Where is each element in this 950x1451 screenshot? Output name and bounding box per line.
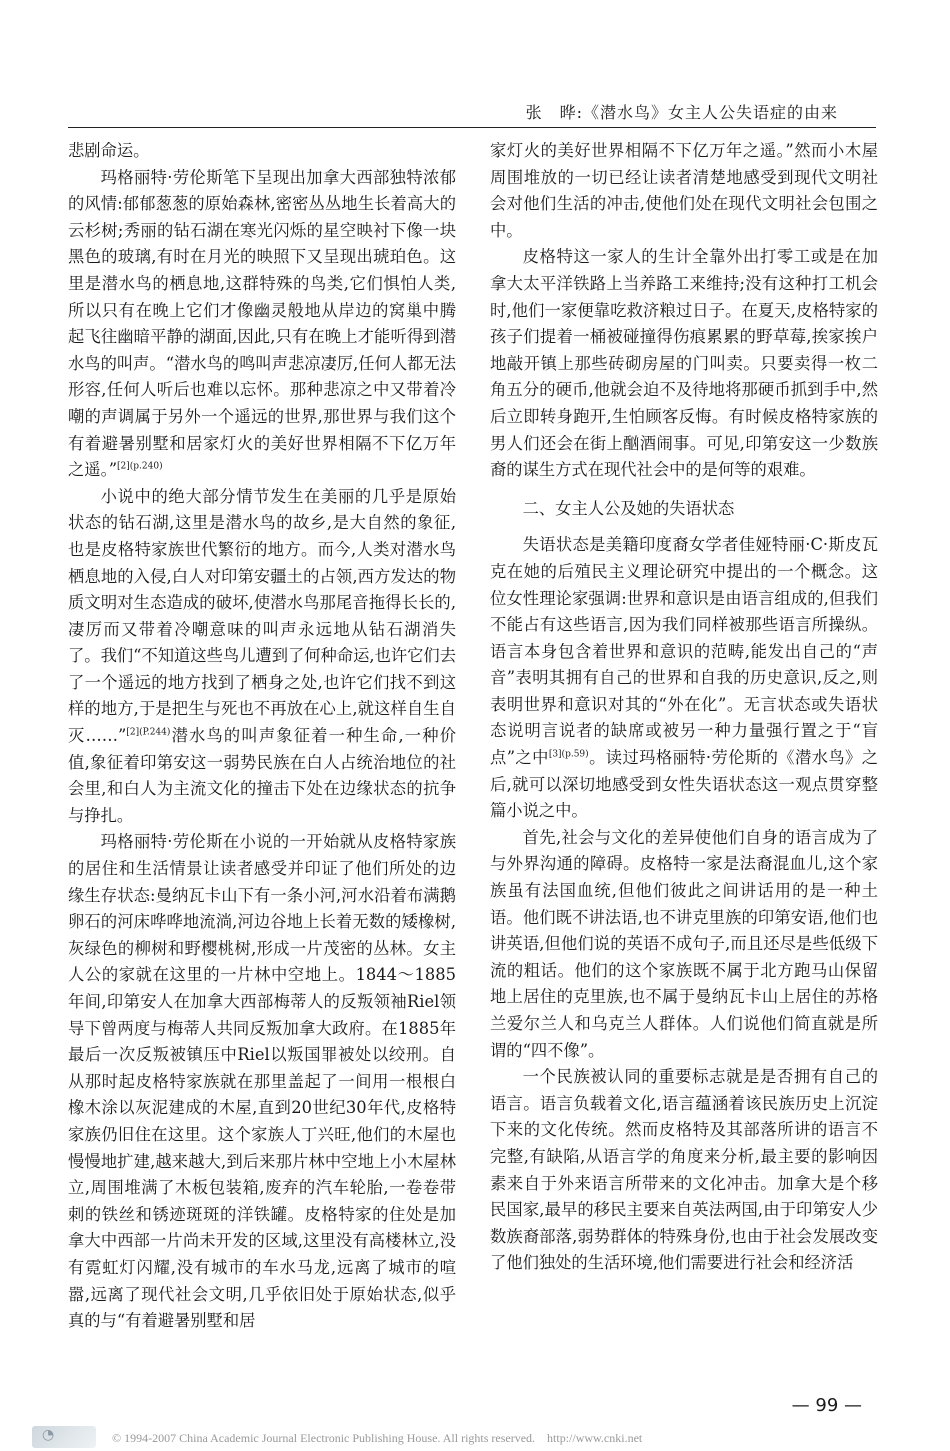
cnki-logo-icon: ◔ — [32, 1426, 96, 1448]
paragraph-text: 玛格丽特·劳伦斯笔下呈现出加拿大西部独特浓郁的风情:郁郁葱葱的原始森林,密密丛丛地生长着高大的云杉树;秀丽的钻石湖在寒光闪烁的星空映衬下像一块黑色的玻璃,有时在月光的映照下又呈现出琥珀色。这里是潜水鸟的栖息地,这群特殊的鸟类,它们惧怕人类,所以只有在晚上它们才像幽灵般地从岸边的窝巢中腾起飞往幽暗平静的湖面,因此,只有在晚上才能听得到潜水鸟的叫声。“潜水鸟的鸣叫声悲凉凄厉,任何人都无法形容,任何人听后也难以忘怀。那种悲凉之中又带着冷嘲的声调属于另外一个遥远的世界,那世界与我们这个有着避暑别墅和居家灯火的美好世界相隔不下亿万年之遥。” — [68, 167, 456, 480]
body-paragraph — [490, 825, 878, 1064]
paragraph-text: 悲剧命运。 — [68, 141, 150, 160]
paragraph-text: 玛格丽特·劳伦斯在小说的一开始就从皮格特家族的居住和生活情景让读者感受并印证了他们所处的边缘生存状态:曼纳瓦卡山下有一条小河,河水沿着布满鹅卵石的河床哗哗地流淌,河边谷地上长着无数的矮橡树,灰绿色的柳树和野樱桃树,形成一片茂密的丛林。女主人公的家就在这里的一片林中空地上。1844～1885年间,印第安人在加拿大西部梅蒂人的反叛领袖Riel领导下曾两度与梅蒂人共同反叛加拿大政府。在1885年最后一次反叛被镇压中Riel以叛国罪被处以绞刑。自从那时起皮格特家族就在那里盖起了一间用一根根白橡木涂以灰泥建成的木屋,直到20世纪30年代,皮格特家族仍旧住在这里。这个家族人丁兴旺,他们的木屋也慢慢地扩建,越来越大,到后来那片林中空地上小木屋林立,周围堆满了木板包装箱,废弃的汽车轮胎,一卷卷带刺的铁丝和锈迹斑斑的洋铁罐。皮格特家的住处是加拿大中西部一片尚未开发的区域,这里没有高楼林立,没有霓虹灯闪耀,没有城市的车水马龙,远离了城市的喧嚣,远离了现代社会文明,几乎依旧处于原始状态,似乎真的与“有着避暑别墅和居 — [68, 832, 456, 1331]
paragraph-text: 皮格特这一家人的生计全靠外出打零工或是在加拿大太平洋铁路上当养路工来维持;没有这种打工机会时,他们一家便靠吃救济粮过日子。在夏天,皮格特家的孩子们提着一桶被碰撞得伤痕累累的野草莓,挨家挨户地敲开镇上那些砖砌房屋的门叫卖。只要卖得一枚二角五分的硬币,他就会迫不及待地将那硬币抓到手中,然后立即转身跑开,生怕顾客反悔。有时候皮格特家族的男人们还会在街上酗酒闹事。可见,印第安这一少数族裔的谋生方式在现代社会中的是何等的艰难。 — [490, 247, 878, 480]
paragraph-text-continued: 潜水鸟的叫声象征着一种生命,一种价值,象征着印第安这一弱势民族在白人占统治地位的社会里,和白人为主流文化的撞击下处在边缘状态的抗争与挣扎。 — [68, 726, 456, 825]
citation-marker: [2](P.244) — [126, 727, 171, 738]
paragraph-text: 小说中的绝大部分情节发生在美丽的几乎是原始状态的钻石湖,这里是潜水鸟的故乡,是大自然的象征,也是皮格特家族世代繁衍的地方。而今,人类对潜水鸟栖息地的入侵,白人对印第安疆土的占领,西方发达的物质文明对生态造成的破坏,使潜水鸟那尾音拖得长长的,凄厉而又带着冷嘲意味的叫声永远地从钻石湖消失了。我们“不知道这些鸟儿遭到了何种命运,也许它们去了一个遥远的地方找到了栖身之处,也许它们找不到这样的地方,于是把生与死也不再放在心上,就这样自生自灭……” — [68, 486, 456, 746]
body-paragraph — [490, 532, 878, 825]
copyright-footer: © 1994-2007 China Academic Journal Electronic Publishing House. All rights reserved. http://www.cnki.net — [112, 1431, 643, 1445]
body-paragraph — [490, 244, 878, 483]
citation-marker: [2](p.240) — [117, 461, 163, 472]
body-paragraph — [68, 165, 456, 484]
running-header: 张 晔:《潜水鸟》女主人公失语症的由来 — [525, 103, 838, 122]
paragraph-text: 失语状态是美籍印度裔女学者佳娅特丽·C·斯皮瓦克在她的后殖民主义理论研究中提出的一个概念。这位女性理论家强调:世界和意识是由语言组成的,但我们不能占有这些语言,因为我们同样被那些语言所操纵。语言本身包含着世界和意识的范畴,能发出自己的“声音”表明其拥有自己的世界和自我的历史意识,反之,则表明世界和意识对其的“外在化”。无言状态或失语状态说明言说者的缺席或被另一种力量强行置之于“盲点”之中 — [490, 535, 878, 768]
footer-bar — [0, 1426, 950, 1450]
header-rule — [68, 127, 876, 128]
paragraph-text: 家灯火的美好世界相隔不下亿万年之遥。”然而小木屋周围堆放的一切已经让读者清楚地感受到现代文明社会对他们生活的冲击,使他们处在现代文明社会包围之中。 — [490, 141, 878, 240]
column-right — [490, 138, 878, 1277]
body-paragraph — [490, 1064, 878, 1277]
body-paragraph — [68, 484, 456, 830]
paragraph-text: 一个民族被认同的重要标志就是是否拥有自己的语言。语言负载着文化,语言蕴涵着该民族历史上沉淀下来的文化传统。然而皮格特及其部落所讲的语言不完整,有缺陷,从语言学的角度来分析,最主要的影响因素来自于外来语言所带来的文化冲击。加拿大是个移民国家,最早的移民主要来自英法两国,由于印第安人少数族裔部落,弱势群体的特殊身份,也由于社会发展改变了他们独处的生活环境,他们需要进行社会和经济活 — [490, 1067, 878, 1273]
body-paragraph — [68, 829, 456, 1334]
body-paragraph — [490, 138, 878, 244]
paragraph-text-continued: 。读过玛格丽特·劳伦斯的《潜水鸟》之后,就可以深切地感受到女性失语状态这一观点贯穿整篇小说之中。 — [490, 748, 878, 821]
page-number: — 99 — — [791, 1395, 862, 1416]
body-paragraph — [68, 138, 456, 165]
section-heading: 二、女主人公及她的失语状态 — [522, 498, 735, 518]
paragraph-text: 首先,社会与文化的差异使他们自身的语言成为了与外界沟通的障碍。皮格特一家是法裔混血儿,这个家族虽有法国血统,但他们彼此之间讲话用的是一种土语。他们既不讲法语,也不讲克里族的印第安语,他们也讲英语,但他们说的英语不成句子,而且还尽是些低级下流的粗话。他们的这个家族既不属于北方跑马山保留地上居住的克里族,也不属于曼纳瓦卡山上居住的苏格兰爱尔兰人和乌克兰人群体。人们说他们简直就是所谓的“四不像”。 — [490, 827, 878, 1060]
citation-marker: [3](p.59) — [548, 749, 589, 760]
column-left — [68, 138, 456, 1335]
